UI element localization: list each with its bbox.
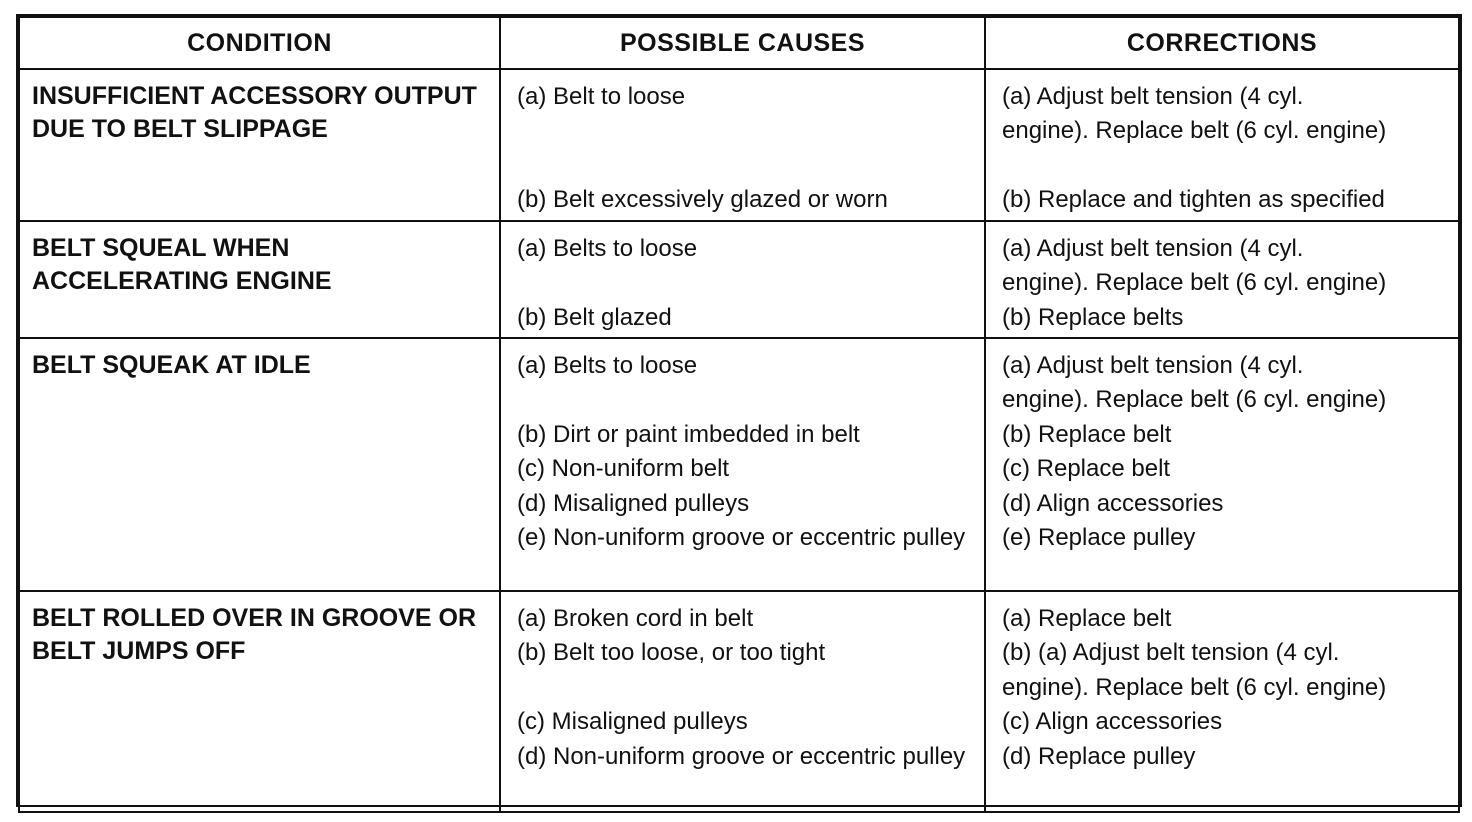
condition-text: INSUFFICIENT ACCESSORY OUTPUT DUE TO BELT SLIPPAGE <box>32 82 477 143</box>
correction-item: engine). Replace belt (6 cyl. engine) <box>1002 386 1387 414</box>
correction-item: (b) Replace belt <box>1002 420 1172 448</box>
correction-item: engine). Replace belt (6 cyl. engine) <box>1002 269 1387 297</box>
table-row <box>19 69 1459 221</box>
correction-item: (c) Replace belt <box>1002 455 1171 483</box>
causes-cell <box>500 221 985 338</box>
correction-item: (a) Adjust belt tension (4 cyl. <box>1002 83 1304 110</box>
corrections-cell <box>985 338 1459 591</box>
cause-item: (d) Misaligned pulleys <box>517 489 750 517</box>
table-row <box>19 221 1459 338</box>
header-row <box>19 17 1459 69</box>
table-row <box>19 338 1459 591</box>
condition-cell <box>19 69 500 221</box>
correction-item: (a) Adjust belt tension (4 cyl. <box>1002 352 1304 379</box>
cause-item: (a) Belts to loose <box>517 235 698 262</box>
causes-cell <box>500 338 985 591</box>
cause-item: (c) Misaligned pulleys <box>517 708 748 736</box>
table-row <box>19 591 1459 812</box>
correction-item: (a) Adjust belt tension (4 cyl. <box>1002 235 1304 262</box>
header-condition: CONDITION <box>19 17 500 69</box>
condition-cell <box>19 591 500 812</box>
troubleshooting-table-frame <box>16 14 1462 807</box>
correction-item: (a) Replace belt <box>1002 605 1172 632</box>
correction-item: engine). Replace belt (6 cyl. engine) <box>1002 673 1387 701</box>
corrections-cell <box>985 69 1459 221</box>
cause-item: (d) Non-uniform groove or eccentric pulley <box>517 742 966 770</box>
condition-cell <box>19 338 500 591</box>
cause-item: (a) Broken cord in belt <box>517 605 754 632</box>
condition-text: BELT ROLLED OVER IN GROOVE OR BELT JUMPS OFF <box>32 604 477 665</box>
cause-item: (a) Belts to loose <box>517 352 698 379</box>
condition-text: BELT SQUEAK AT IDLE <box>32 351 311 379</box>
condition-text: BELT SQUEAL WHEN ACCELERATING ENGINE <box>32 234 332 295</box>
correction-item: (e) Replace pulley <box>1002 524 1196 552</box>
condition-cell <box>19 221 500 338</box>
cause-item: (b) Belt too loose, or too tight <box>517 639 826 667</box>
correction-item: (b) (a) Adjust belt tension (4 cyl. <box>1002 639 1340 667</box>
corrections-cell <box>985 591 1459 812</box>
correction-item: (c) Align accessories <box>1002 708 1223 736</box>
causes-cell <box>500 591 985 812</box>
cause-item: (b) Belt glazed <box>517 303 672 331</box>
header-possible-causes: POSSIBLE CAUSES <box>500 17 985 69</box>
causes-cell <box>500 69 985 221</box>
cause-item: (c) Non-uniform belt <box>517 455 730 483</box>
correction-item: (d) Replace pulley <box>1002 742 1196 770</box>
troubleshooting-table <box>18 16 1460 813</box>
correction-item: (d) Align accessories <box>1002 489 1224 517</box>
corrections-cell <box>985 221 1459 338</box>
header-corrections: CORRECTIONS <box>985 17 1459 69</box>
cause-item: (a) Belt to loose <box>517 83 686 110</box>
cause-item: (b) Belt excessively glazed or worn <box>517 186 888 214</box>
correction-item: (b) Replace and tighten as specified <box>1002 186 1385 214</box>
correction-item: engine). Replace belt (6 cyl. engine) <box>1002 117 1387 145</box>
cause-item: (e) Non-uniform groove or eccentric pulley <box>517 524 966 552</box>
cause-item: (b) Dirt or paint imbedded in belt <box>517 420 860 448</box>
correction-item: (b) Replace belts <box>1002 303 1184 331</box>
